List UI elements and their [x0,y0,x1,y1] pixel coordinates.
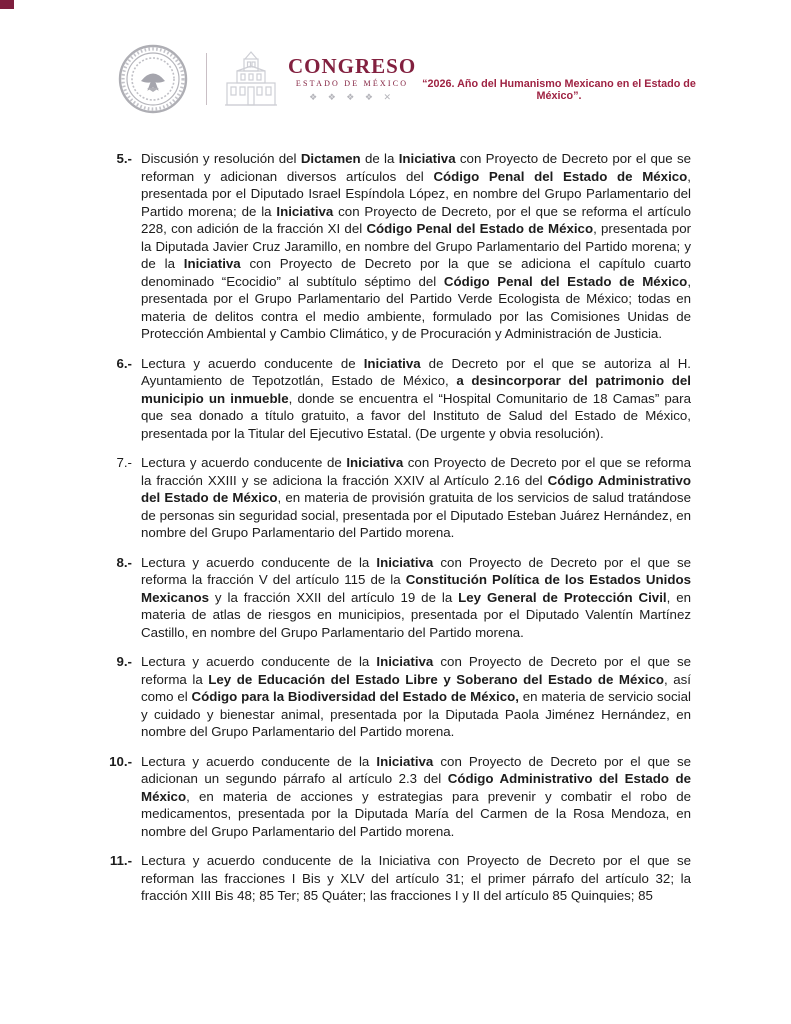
item-number: 9.- [116,654,132,669]
item-number: 6.- [116,355,132,371]
item-text: Discusión y resolución del Dictamen de la Iniciativa con Proyecto de Decreto por el que se reforman y adicionan diversos artículos del Código Penal del Estado de México, presentada por el Diputado Israel Espíndola López, en nombre del Grupo Parlamentario del Partido morena; de la Iniciativa con Proyecto de Decreto, por el que se reforma el artículo 228, con adición de la fracción XI del Código Penal del Estado de México, presentada por la Diputada Javier Cruz Jaramillo, en nombre del Grupo Parlamentario del Partido morena; y de la Iniciativa con Proyecto de Decreto por la que se adiciona el capítulo cuarto denominado “Ecocidio” al subtítulo séptimo del Código Penal del Estado de México, presentada por el Grupo Parlamentario del Partido Verde Ecologista de México; todas en materia de delitos contra el medio ambiente, formulado por las Comisiones Unidas de Protección Ambiental y Cambio Climático, y de Procuración y Administración de Justicia. [141,151,692,341]
item-number: 10.- [109,753,132,769]
brand-ornament-icons: ❖ ❖ ❖ ❖ ✕ [309,92,395,103]
agenda-item-5 [102,150,691,343]
agenda-item-7 [102,454,691,542]
agenda-item-9 [102,653,691,741]
item-number: 5.- [116,151,132,166]
item-text: Lectura y acuerdo conducente de la Iniciativa con Proyecto de Decreto por el que se reforma la Ley de Educación del Estado Libre y Soberano del Estado de México, así como el Código para la Biodiversidad del Estado de México, en materia de servicio social y cuidado y bienestar animal, presentada por la Diputada Paola Jiménez Hernández, en nombre del Grupo Parlamentario del Partido morena. [141,654,691,739]
brand-title: CONGRESO [288,53,417,78]
agenda-item-6 [102,355,691,443]
agenda-list [0,150,791,905]
item-number: 7.- [116,455,132,470]
brand-subtitle: ESTADO DE MÉXICO [295,79,409,89]
congress-brand [223,49,416,109]
agenda-item-11 [102,852,691,905]
item-text: Lectura y acuerdo conducente de la Iniciativa con Proyecto de Decreto por el que se reforman las fracciones I Bis y XLV del artículo 31; el primer párrafo del artículo 32; la fracción XIII Bis 48; 85 Ter; 85 Quáter; las fracciones I y II del artículo 85 Quinquies; 85 [141,853,691,903]
item-text: Lectura y acuerdo conducente de la Iniciativa con Proyecto de Decreto por el que se adicionan un segundo párrafo al artículo 2.3 del Código Administrativo del Estado de México, en materia de acciones y estrategias para prevenir y combatir el robo de medicamentos, presentada por la Diputada María del Carmen de la Rosa Mendoza, en nombre del Grupo Parlamentario del Partido morena. [141,753,691,839]
agenda-item-10 [102,753,691,841]
item-text: Lectura y acuerdo conducente de la Iniciativa con Proyecto de Decreto por el que se reforma la fracción V del artículo 115 de la Constitución Política de los Estados Unidos Mexicanos y la fracción XXII del artículo 19 de la Ley General de Protección Civil, en materia de atlas de riesgos en municipios, presentada por el Diputado Valentín Martínez Castillo, en nombre del Grupo Parlamentario del Partido morena. [141,554,691,640]
legislature-seal-icon [118,44,188,114]
item-text: Lectura y acuerdo conducente de Iniciativa con Proyecto de Decreto por el que se reforma la fracción XXIII y se adiciona la fracción XXIV al Artículo 2.16 del Código Administrativo del Estado de México, en materia de provisión gratuita de los servicios de salud tratándose de personas sin seguridad social, presentada por el Diputado Esteban Juárez Hernández, en nombre del Grupo Parlamentario del Partido morena. [141,455,692,540]
item-text: Lectura y acuerdo conducente de Iniciativa de Decreto por el que se autoriza al H. Ayuntamiento de Tepotzotlán, Estado de México, a desincorporar del patrimonio del municipio un inmueble, donde se encuentra el “Hospital Comunitario de 18 Camas” para que sea donado a título gratuito, a favor del Instituto de Salud del Estado de México, presentada por la Titular del Ejecutivo Estatal. (De urgente y obvia resolución). [141,355,691,441]
item-number: 8.- [116,554,132,570]
item-number: 11.- [109,853,132,868]
congress-building-icon [223,49,279,109]
agenda-item-8 [102,554,691,642]
year-motto: “2026. Año del Humanismo Mexicano en el Estado de México”. [422,78,696,102]
corner-mark [0,0,14,9]
header-divider [206,53,207,105]
document-header [0,0,791,114]
